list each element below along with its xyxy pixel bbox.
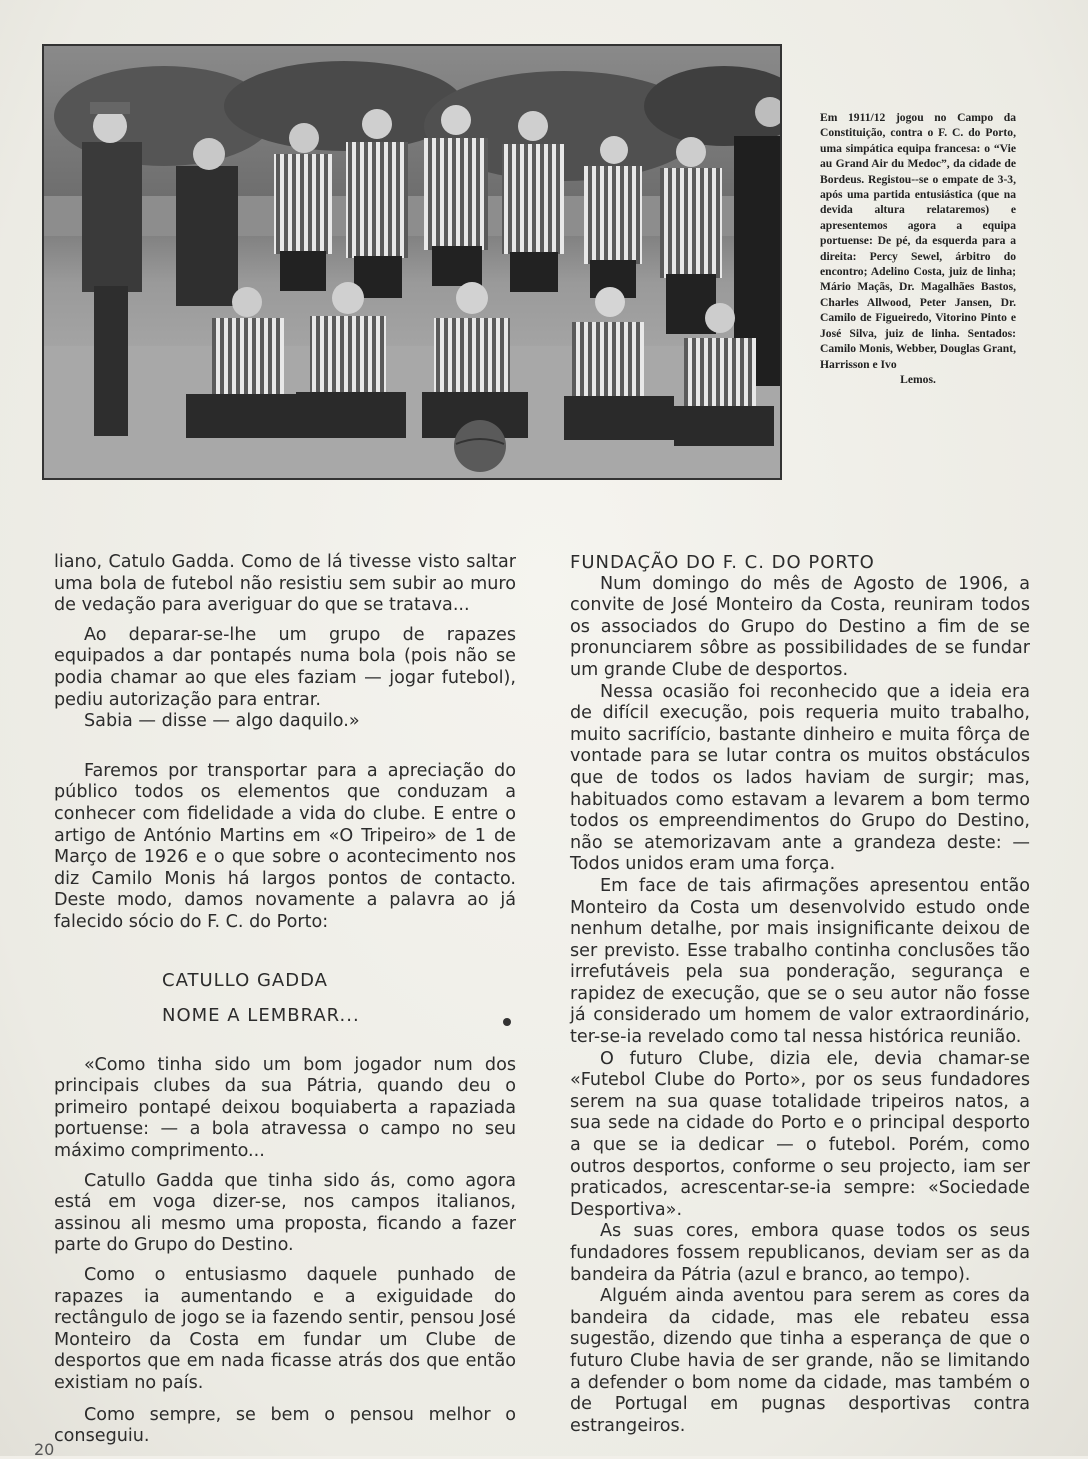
right-paragraph-2: Nessa ocasião foi reconhecido que a ideia era de difícil execução, pois requeria muito trabalho, muito sacrifício, bastante dinheiro e muita fôrça de vontade para se lutar contra os muitos obstáculos que de todos os lados haviam de surgir; mas, habituados como estavam a levarem a bom termo todos os empreendimentos do Grupo do Destino, não se atemorizavam ante a grandeza deste: — Todos unidos eram uma força. (570, 681, 1030, 875)
left-paragraph-3: Sabia — disse — algo daquilo.» (84, 711, 360, 732)
section-subheading-nome: NOME A LEMBRAR... (162, 1005, 360, 1027)
right-paragraph-3: Em face de tais afirmações apresentou então Monteiro da Costa um desenvolvido estudo onde nenhum detalhe, por mais insignificante deixou de ser previsto. Esse trabalho continha conclusões tão irrefutáveis pela sua ponderação, segurança e rapidez de execução, que se o seu autor não fosse já considerado um homem de valor extraordinário, ter-se-ia revelado como tal nessa histórica reunião. (570, 875, 1030, 1048)
section-heading-catullo: CATULLO GADDA (162, 969, 328, 991)
left-paragraph-2: Ao deparar-se-lhe um grupo de rapazes equipados a dar pontapés numa bola (pois não se podia chamar ao que eles faziam — jogar futebol), pediu autorização para entrar. (54, 624, 516, 710)
left-column (54, 552, 516, 1448)
right-column (570, 552, 1030, 1437)
team-photo (42, 44, 782, 480)
left-paragraph-6: Catullo Gadda que tinha sido ás, como agora está em voga dizer-se, nos campos italianos, assinou ali mesmo uma proposta, ficando a fazer parte do Grupo do Destino. (54, 1170, 516, 1256)
right-paragraph-4: O futuro Clube, dizia ele, devia chamar-se «Futebol Clube do Porto», por os seus fundadores serem na sua quase totalidade tripeiros natos, a sua sede na cidade do Porto e o principal desporto a que se ia dedicar — o futebol. Porém, como outros desportos, conforme o seu projecto, iam ser praticados, acrescentar-se-ia sempre: «Sociedade Desportiva». (570, 1048, 1030, 1220)
right-paragraph-6: Alguém ainda aventou para serem as cores da bandeira da cidade, mas ele rebateu essa sugestão, dizendo que tinha a esperança de que o futuro Clube havia de ser grande, não se limitando a defender o bom nome da cidade, mas também o de Portugal em pugnas desportivas contra estrangeiros. (570, 1286, 1030, 1436)
left-paragraph-1: liano, Catulo Gadda. Como de lá tivesse visto saltar uma bola de futebol não resistiu sem subir ao muro de vedação para averiguar do que se tratava... (54, 552, 516, 616)
photo-caption-text: Em 1911/12 jogou no Campo da Constituição, contra o F. C. do Porto, uma simpática equipa francesa: o “Vie au Grand Air du Medoc”, da cidade de Bordeus. Registou--se o empate de 3-3, após uma partida entusiástica (que na devida altura relataremos) e apresentemos agora a equipa portuense: De pé, da esquerda para a direita: Percy Sewel, árbitro do encontro; Adelino Costa, juiz de linha; Mário Maçãs, Dr. Magalhães Bastos, Charles Allwood, Peter Jansen, Dr. Camilo de Figueiredo, Vitorino Pinto e José Silva, juiz de linha. Sentados: Camilo Monis, Webber, Douglas Grant, Harrisson e Ivo (820, 111, 1016, 371)
printed-dot (503, 1018, 511, 1026)
left-paragraph-8: Como sempre, se bem o pensou melhor o conseguiu. (54, 1404, 516, 1447)
section-heading-fundacao: FUNDAÇÃO DO F. C. DO PORTO (570, 552, 875, 573)
photo-caption-last: Lemos. (900, 372, 936, 386)
left-paragraph-5: «Como tinha sido um bom jogador num dos principais clubes da sua Pátria, quando deu o primeiro pontapé deixou boquiaberta a rapaziada portuense: — a bola atravessa o campo no seu máximo comprimento... (54, 1054, 516, 1162)
page-number: 20 (34, 1440, 55, 1459)
left-paragraph-4: Faremos por transportar para a apreciação do público todos os elementos que conduzam a conhecer com fidelidade a vida do clube. E entre o artigo de António Martins em «O Tripeiro» de 1 de Março de 1926 e o que sobre o acontecimento nos diz Camilo Monis há largos pontos de contacto. Deste modo, damos novamente a palavra ao já falecido sócio do F. C. do Porto: (54, 760, 516, 932)
left-paragraph-7: Como o entusiasmo daquele punhado de rapazes ia aumentando e a exiguidade do rectângulo de jogo se ia fazendo sentir, pensou José Monteiro da Costa em fundar um Clube de desportos que em nada ficasse atrás dos que então existiam no país. (54, 1265, 516, 1393)
photo-caption (820, 110, 1016, 387)
right-paragraph-1: Num domingo do mês de Agosto de 1906, a convite de José Monteiro da Costa, reuniram todos os associados do Grupo do Destino a fim de se pronunciarem sôbre as possibilidades de se fundar um grande Clube de desportos. (570, 573, 1030, 680)
right-paragraph-5: As suas cores, embora quase todos os seus fundadores fossem republicanos, deviam ser as da bandeira da Pátria (azul e branco, ao tempo). (570, 1221, 1030, 1285)
